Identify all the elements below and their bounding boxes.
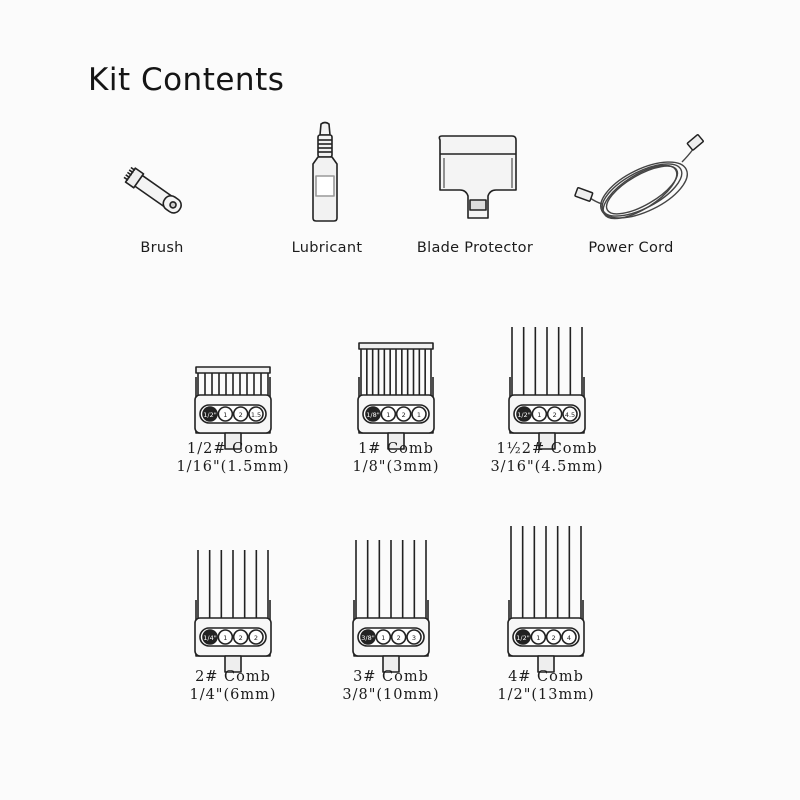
comb-size-badge-text: 4 bbox=[566, 634, 572, 642]
comb-name: 1/2# Comb bbox=[187, 441, 279, 457]
comb-size-badge-text: 1 bbox=[223, 634, 228, 642]
comb-size-badge-text: 1/2" bbox=[203, 411, 217, 419]
power-cord-icon bbox=[572, 132, 712, 232]
comb-name: 2# Comb bbox=[195, 669, 271, 685]
comb-size-badge-text: 2 bbox=[401, 411, 406, 419]
comb-size-badge-text: 4.5 bbox=[564, 411, 576, 419]
comb-name: 1½2# Comb bbox=[496, 441, 598, 457]
comb-size-badge-text: 3/8" bbox=[361, 634, 375, 642]
comb-size-badge-text: 1 bbox=[416, 411, 422, 419]
comb-label bbox=[446, 668, 646, 704]
comb-size: 1/4"(6mm) bbox=[189, 687, 277, 703]
accessory-label-lubricant: Lubricant bbox=[291, 240, 363, 256]
comb-size-badge-text: 1/8" bbox=[366, 411, 380, 419]
blade-protector-icon bbox=[432, 132, 524, 224]
comb-size-badge-text: 1/2" bbox=[517, 411, 531, 419]
comb-size: 3/8"(10mm) bbox=[342, 687, 440, 703]
comb-size-badge-text: 1/2" bbox=[516, 634, 530, 642]
comb-name: 4# Comb bbox=[508, 669, 584, 685]
brush-icon bbox=[118, 160, 198, 230]
comb-name: 3# Comb bbox=[353, 669, 429, 685]
comb-size: 1/16"(1.5mm) bbox=[176, 459, 290, 475]
comb-size-badge-text: 2 bbox=[253, 634, 259, 642]
comb-size: 1/8"(3mm) bbox=[352, 459, 440, 475]
comb-size-badge-text: 1 bbox=[223, 411, 228, 419]
comb-size-badge-text: 3 bbox=[411, 634, 417, 642]
comb-name: 1# Comb bbox=[358, 441, 434, 457]
comb-guide-icon bbox=[503, 524, 589, 690]
accessory-label-power-cord: Power Cord bbox=[588, 240, 674, 256]
comb-size-badge-text: 1 bbox=[381, 634, 386, 642]
page-title: Kit Contents bbox=[88, 62, 285, 98]
comb-size-badge-text: 1 bbox=[536, 634, 541, 642]
comb-size: 1/2"(13mm) bbox=[497, 687, 595, 703]
comb-size-badge-text: 1 bbox=[537, 411, 542, 419]
comb-size-badge-text: 1.5 bbox=[250, 411, 262, 419]
comb-size-badge-text: 2 bbox=[238, 634, 243, 642]
comb-size-badge-text: 2 bbox=[552, 411, 557, 419]
comb-size-badge-text: 2 bbox=[551, 634, 556, 642]
lubricant-bottle-icon bbox=[305, 120, 345, 224]
accessory-label-blade-protector: Blade Protector bbox=[416, 240, 534, 256]
comb-size-badge-text: 2 bbox=[238, 411, 243, 419]
comb-size: 3/16"(4.5mm) bbox=[490, 459, 604, 475]
accessory-label-brush: Brush bbox=[140, 240, 184, 256]
comb-label bbox=[447, 440, 647, 476]
comb-size-badge-text: 1/4" bbox=[203, 634, 217, 642]
comb-size-badge-text: 1 bbox=[386, 411, 391, 419]
comb-size-badge-text: 2 bbox=[396, 634, 401, 642]
